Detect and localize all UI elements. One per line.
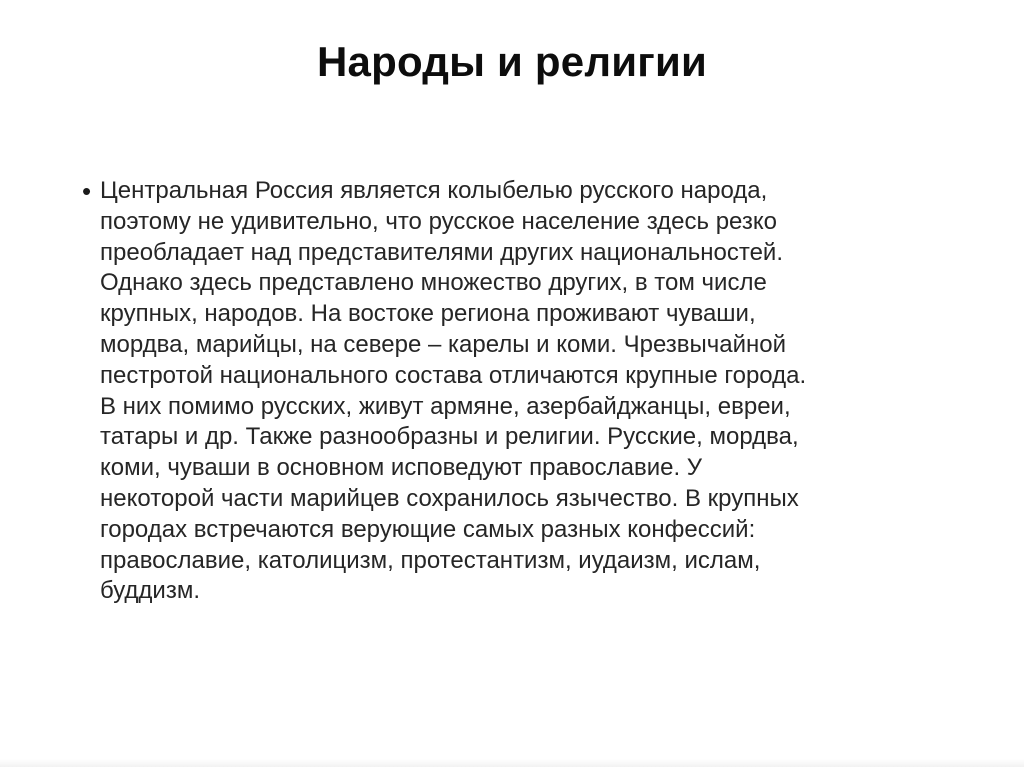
paragraph-line: буддизм. [100, 577, 201, 605]
paragraph-line: татары и др. Также разнообразны и религии. Русские, мордва, [100, 423, 799, 451]
bullet-item [82, 176, 952, 607]
paragraph-line: крупных, народов. На востоке региона проживают чуваши, [100, 300, 756, 328]
paragraph-line: некоторой части марийцев сохранилось язычество. В крупных [100, 484, 799, 512]
slide-title: Народы и религии [317, 38, 707, 85]
paragraph-line: преобладает над представителями других национальностей. [100, 238, 784, 266]
slide-bottom-shadow [0, 759, 1024, 767]
paragraph-line: городах встречаются верующие самых разных конфессий: [100, 515, 756, 543]
paragraph-line: Центральная Россия является колыбелью русского народа, [100, 177, 768, 204]
bullet-paragraph [100, 176, 952, 607]
bullet-icon: • [82, 176, 92, 206]
paragraph-line: мордва, марийцы, на севере – карелы и коми. Чрезвычайной [100, 330, 787, 358]
paragraph-line: православие, католицизм, протестантизм, иудаизм, ислам, [100, 546, 761, 574]
paragraph-line: поэтому не удивительно, что русское население здесь резко [100, 207, 777, 235]
paragraph-line: Однако здесь представлено множество других, в том числе [100, 269, 767, 297]
slide-content [82, 176, 952, 607]
paragraph-line: пестротой национального состава отличаются крупные города. [100, 361, 807, 389]
paragraph-line: коми, чуваши в основном исповедуют православие. У [100, 454, 703, 482]
paragraph-line: В них помимо русских, живут армяне, азербайджанцы, евреи, [100, 392, 791, 420]
